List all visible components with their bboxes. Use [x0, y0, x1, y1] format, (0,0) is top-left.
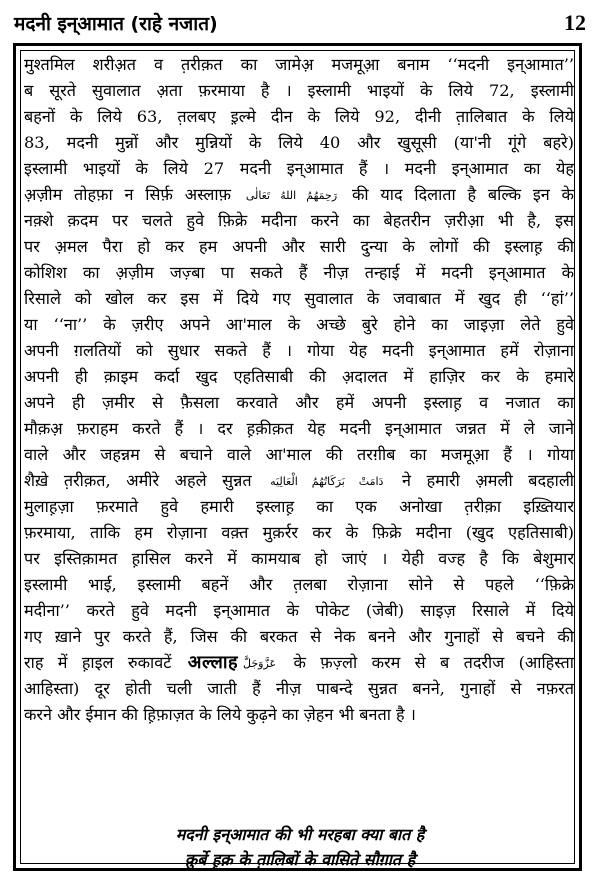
running-title: मदनी इन्आमात (राहे नजात)	[14, 13, 218, 35]
text-line: पर अ़मल पैरा हो कर हम अपनी और सारी दुन्या के लोगों की इस्लाह़ की	[24, 237, 574, 256]
text-line: इस्लामी भाइयों के लिये 27 मदनी इन्आमात हैं । मदनी इन्आमात का येह	[24, 159, 574, 178]
text-segment: शैख़े त़रीक़त, अमीरे अहले सुन्नत	[24, 471, 252, 490]
text-line: मुश्तमिल शरीअ़त व त़रीक़त का जामेअ़ मजमूआ़ बनाम ‘‘मदनी इन्आमात’’	[24, 55, 574, 74]
text-line: पर इस्तिक़ामत ह़ासिल करने में कामयाब हो जाएं । येही वज्ह है कि बेशुमार	[24, 549, 574, 568]
page-header	[14, 6, 586, 40]
allah-calligraphy: अल्लाह	[187, 652, 239, 673]
arabic-honorific: عَزَّوَجَلَّ	[243, 656, 277, 670]
text-line: इस्लामी भाई, इस्लामी बहनें और त़लबा रोज़ाना सोने से पहले ‘‘फ़िक्रे	[24, 575, 574, 594]
text-line: फ़रमाया, ताकि हम रोज़ाना वक़्त मुक़र्रर कर के फ़िक्रे मदीना (खुद एहतिसाबी)	[24, 523, 574, 542]
text-line: रिसाले को खोल कर इस में दिये गए सुवालात के जवाबात में खुद ही ‘‘हां’’	[24, 289, 574, 308]
arabic-honorific: رَحِمَهُمُ اللهُ تَعَالٰی	[245, 188, 338, 202]
text-line: नक़्शे क़दम पर चलते हुवे फ़िक्रे मदीना करने का बेहतरीन ज़रीआ़ भी है, इस	[24, 211, 574, 230]
text-segment: ने हमारी अ़मली बदहाली	[402, 471, 574, 490]
text-line: अपनी ग़लतियों को सुधार सकते हैं । गोया येह मदनी इन्आमात हमें रोज़ाना	[24, 341, 574, 360]
couplet-line-2: क़ुर्बे ह़क़ के त़ालिबों के वासिते सौग़ात है	[184, 850, 416, 869]
text-line: करने और ईमान की ह़िफ़ाज़त के लिये कुढ़ने का ज़ेहन भी बनता है ।	[24, 705, 416, 724]
text-line: आहिस्ता) दूर होती चली जाती हैं नीज़ पाबन्दे सुन्नत बनने, गुनाहों से नफ़रत	[24, 679, 574, 698]
text-line: मदीना’’ करते हुवे मदनी इन्आमात के पोकेट (जेबी) साइज़ रिसाले में दिये	[24, 601, 574, 620]
text-line: मौक़अ़ फ़राहम करते हैं । दर ह़क़ीक़त येह मदनी इन्आमात जन्नत में ले जाने	[24, 419, 574, 438]
couplet-line-1: मदनी इन्आमात की भी मरहबा क्या बात है	[175, 825, 425, 844]
text-segment: की याद दिलाता है बल्कि इन के	[351, 185, 574, 204]
body-paragraph	[24, 52, 574, 728]
text-line: अपने ही ज़मीर से फ़ैसला करवाते और हमें अपनी इस्लाह़ व नजात का	[24, 393, 574, 412]
text-line: बहनों के लिये 63, त़लबए इ़ल्मे दीन के लिये 92, दीनी त़ालिबात के लिये	[24, 107, 574, 126]
text-line: या ‘‘ना’’ के ज़रीए अपने आ'माल के अच्छे बुरे होने का जाइज़ा लेते हुवे	[24, 315, 574, 334]
text-line: गए ख़ाने पुर करते हैं, जिस की बरकत से नेक बनने और गुनाहों से बचने की	[24, 627, 574, 646]
text-segment: अ़ज़ीम तोहफ़ा न सिर्फ़ अस्लाफ़	[24, 185, 232, 204]
text-line: कोशिश का अ़ज़ीम जज़्बा पा सकते हैं नीज़ तन्हाई में मदनी इन्आमात के	[24, 263, 574, 282]
text-line	[24, 468, 574, 494]
text-line	[24, 650, 574, 676]
text-line: अपनी ही क़ाइम कर्दा खुद एहतिसाबी की अ़दालत में हाज़िर कर के हमारे	[24, 367, 574, 386]
text-line: मुलाह़ज़ा फ़रमाते हुवे हमारी इस्लाह़ का एक अनोखा त़रीक़ा इख़्तियार	[24, 497, 574, 516]
text-line	[24, 182, 574, 208]
text-line: 83, मदनी मुन्नों और मुन्नियों के लिये 40 और खुसूसी (या'नी गूंगे बहरे)	[24, 133, 574, 152]
text-line: वाले और जहन्नम से बचाने वाले आ'माल की तरग़ीब का मजमूआ़ हैं । गोया	[24, 445, 574, 464]
text-segment: राह में ह़ाइल रुकावटें	[24, 653, 172, 672]
text-segment: के फ़ज़्लो करम से ब तदरीज (आहिस्ता	[293, 653, 574, 672]
arabic-honorific: دَامَتْ بَرَكَاتُهُمُ الْعَالِيَه	[270, 474, 384, 488]
text-line: ब सूरते सुवालात अ़ता फ़रमाया है । इस्लामी भाइयों के लिये 72, इस्लामी	[24, 81, 574, 100]
page-number: 12	[564, 10, 586, 35]
